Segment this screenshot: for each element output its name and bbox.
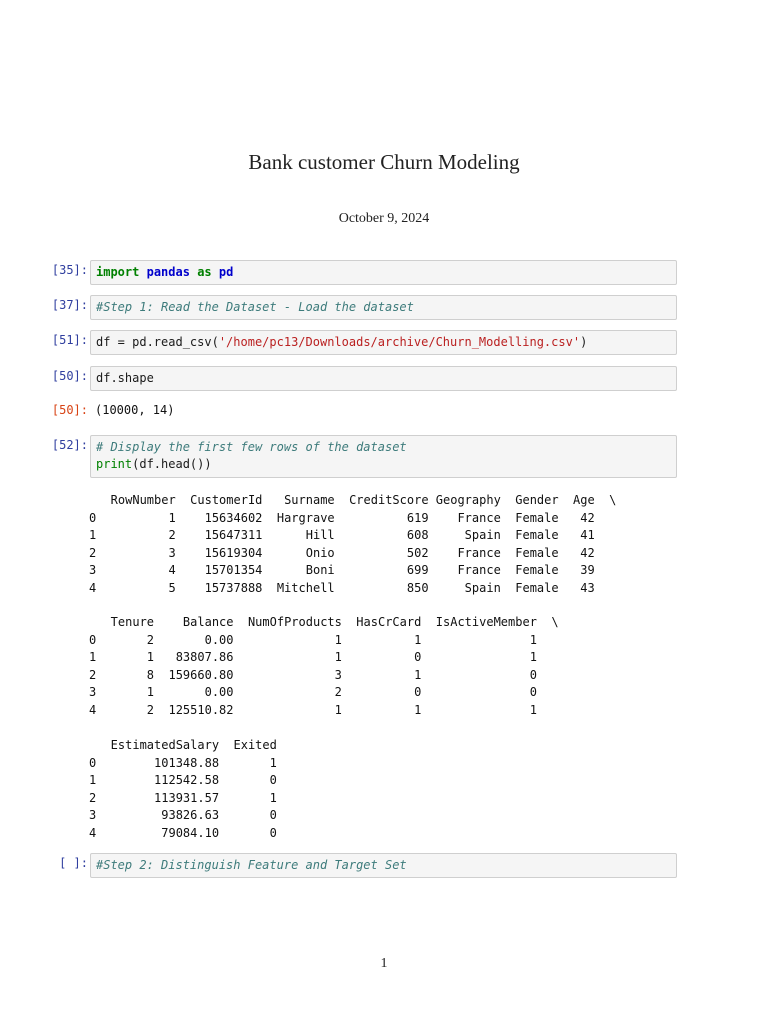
shape-output: (10000, 14)	[95, 403, 175, 417]
code-module: pandas	[146, 265, 190, 279]
code-comment: #Step 1: Read the Dataset - Load the dataset	[96, 300, 414, 314]
dataframe-row: 2 8 159660.80 3 1 0	[89, 667, 537, 682]
input-prompt: [ ]:	[59, 856, 88, 870]
dataframe-output-block-1	[89, 492, 616, 597]
code-keyword: import	[96, 265, 140, 279]
code-cell-shape[interactable]	[90, 366, 677, 391]
code-text: )	[580, 335, 588, 349]
dataframe-header: RowNumber CustomerId Surname CreditScore Geography Gender Age \	[89, 493, 617, 507]
code-alias: pd	[218, 265, 234, 279]
code-cell-step1-comment[interactable]	[90, 295, 677, 320]
page-number: 1	[380, 956, 388, 971]
dataframe-row: 4 5 15737888 Mitchell 850 Spain Female 43	[89, 580, 595, 595]
code-keyword: as	[197, 265, 212, 279]
input-prompt: [35]:	[51, 263, 88, 277]
code-comment: #Step 2: Distinguish Feature and Target Set	[96, 858, 407, 872]
dataframe-row: 1 1 83807.86 1 0 1	[89, 650, 537, 664]
input-prompt: [52]:	[51, 438, 88, 452]
output-prompt: [50]:	[51, 403, 88, 417]
page-title: Bank customer Churn Modeling	[248, 150, 520, 174]
code-cell-step2-comment[interactable]	[90, 853, 677, 878]
dataframe-row: 2 113931.57 1	[89, 790, 277, 805]
code-cell-read-csv[interactable]	[90, 330, 677, 355]
dataframe-row: 0 1 15634602 Hargrave 619 France Female 42	[89, 510, 595, 525]
dataframe-row: 2 3 15619304 Onio 502 France Female 42	[89, 545, 595, 560]
dataframe-row: 3 4 15701354 Boni 699 France Female 39	[89, 563, 595, 577]
dataframe-header: EstimatedSalary Exited	[89, 738, 277, 752]
dataframe-header: Tenure Balance NumOfProducts HasCrCard IsActiveMember \	[89, 615, 559, 629]
input-prompt: [51]:	[51, 333, 88, 347]
code-text: df = pd.read_csv(	[96, 335, 219, 349]
code-space	[139, 265, 146, 279]
dataframe-row: 0 2 0.00 1 1 1	[89, 632, 537, 647]
dataframe-row: 1 112542.58 0	[89, 773, 277, 787]
code-cell-import[interactable]	[90, 260, 677, 285]
dataframe-row: 4 2 125510.82 1 1 1	[89, 702, 537, 717]
dataframe-row: 4 79084.10 0	[89, 825, 277, 840]
document-date: October 9, 2024	[338, 211, 430, 226]
code-space	[212, 265, 219, 279]
code-text: (df.head())	[132, 457, 212, 471]
code-cell-head[interactable]	[90, 435, 677, 478]
dataframe-row: 3 93826.63 0	[89, 808, 277, 822]
input-prompt: [37]:	[51, 298, 88, 312]
dataframe-output-block-3	[89, 737, 277, 842]
code-text: df.shape	[96, 371, 154, 385]
dataframe-row: 0 101348.88 1	[89, 755, 277, 770]
code-string: '/home/pc13/Downloads/archive/Churn_Modelling.csv'	[218, 335, 581, 349]
dataframe-output-block-2	[89, 614, 559, 719]
dataframe-row: 3 1 0.00 2 0 0	[89, 685, 537, 699]
input-prompt: [50]:	[51, 369, 88, 383]
code-builtin: print	[96, 457, 133, 471]
dataframe-row: 1 2 15647311 Hill 608 Spain Female 41	[89, 528, 595, 542]
code-comment: # Display the first few rows of the dataset	[96, 440, 407, 454]
